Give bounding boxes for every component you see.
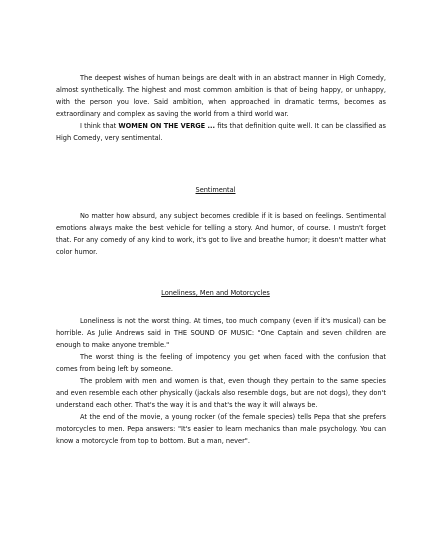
loneliness-paragraph-4: At the end of the movie, a young rocker (of the female species) tells Pepa that she prefers motorcycles to men. Pepa answers: "It's easier to learn mechanics than male psychology. You can know a motorcycle from top to bottom. But a man, never". [56, 413, 386, 445]
heading-loneliness: Loneliness, Men and Motorcycles [161, 289, 270, 297]
intro-paragraph-2-end: fits that definition quite well. It can be classified as High Comedy, very sentimental. [56, 122, 386, 142]
loneliness-paragraph-3: The problem with men and women is that, even though they pertain to the same species and even resemble each other physically (jackals also resemble dogs, but are not dogs), they don't understand each other. That's the way it is and that's the way it will always be. [56, 377, 386, 409]
film-title: WOMEN ON THE VERGE ... [118, 122, 216, 130]
intro-section [56, 72, 386, 144]
heading-sentimental: Sentimental [195, 186, 236, 194]
intro-paragraph-2 [56, 120, 386, 144]
intro-paragraph-2-start: I think that [80, 122, 119, 130]
loneliness-section [56, 315, 386, 447]
loneliness-paragraph-2: The worst thing is the feeling of impotency you get when faced with the confusion that comes from being left by someone. [56, 353, 386, 373]
sentimental-section [56, 210, 386, 258]
intro-paragraph-1: The deepest wishes of human beings are dealt with in an abstract manner in High Comedy, almost synthetically. The highest and most common ambition is that of being happy, or unhappy, with the person you love. Said ambition, when approached in dramatic terms, becomes as extraordinary and complex as saving the world from a third world war. [56, 74, 386, 118]
loneliness-paragraph-1: Loneliness is not the worst thing. At times, too much company (even if it's musical) can be horrible. As Julie Andrews said in THE SOUND OF MUSIC: "One Captain and seven children are enough to make anyone tremble." [56, 317, 386, 349]
sentimental-paragraph: No matter how absurd, any subject becomes credible if it is based on feelings. Sentimental emotions always make the best vehicle for telling a story. And humor, of course. I mustn't forget that. For any comedy of any kind to work, it's got to live and breathe humor; it doesn't matter what color humor. [56, 212, 386, 256]
